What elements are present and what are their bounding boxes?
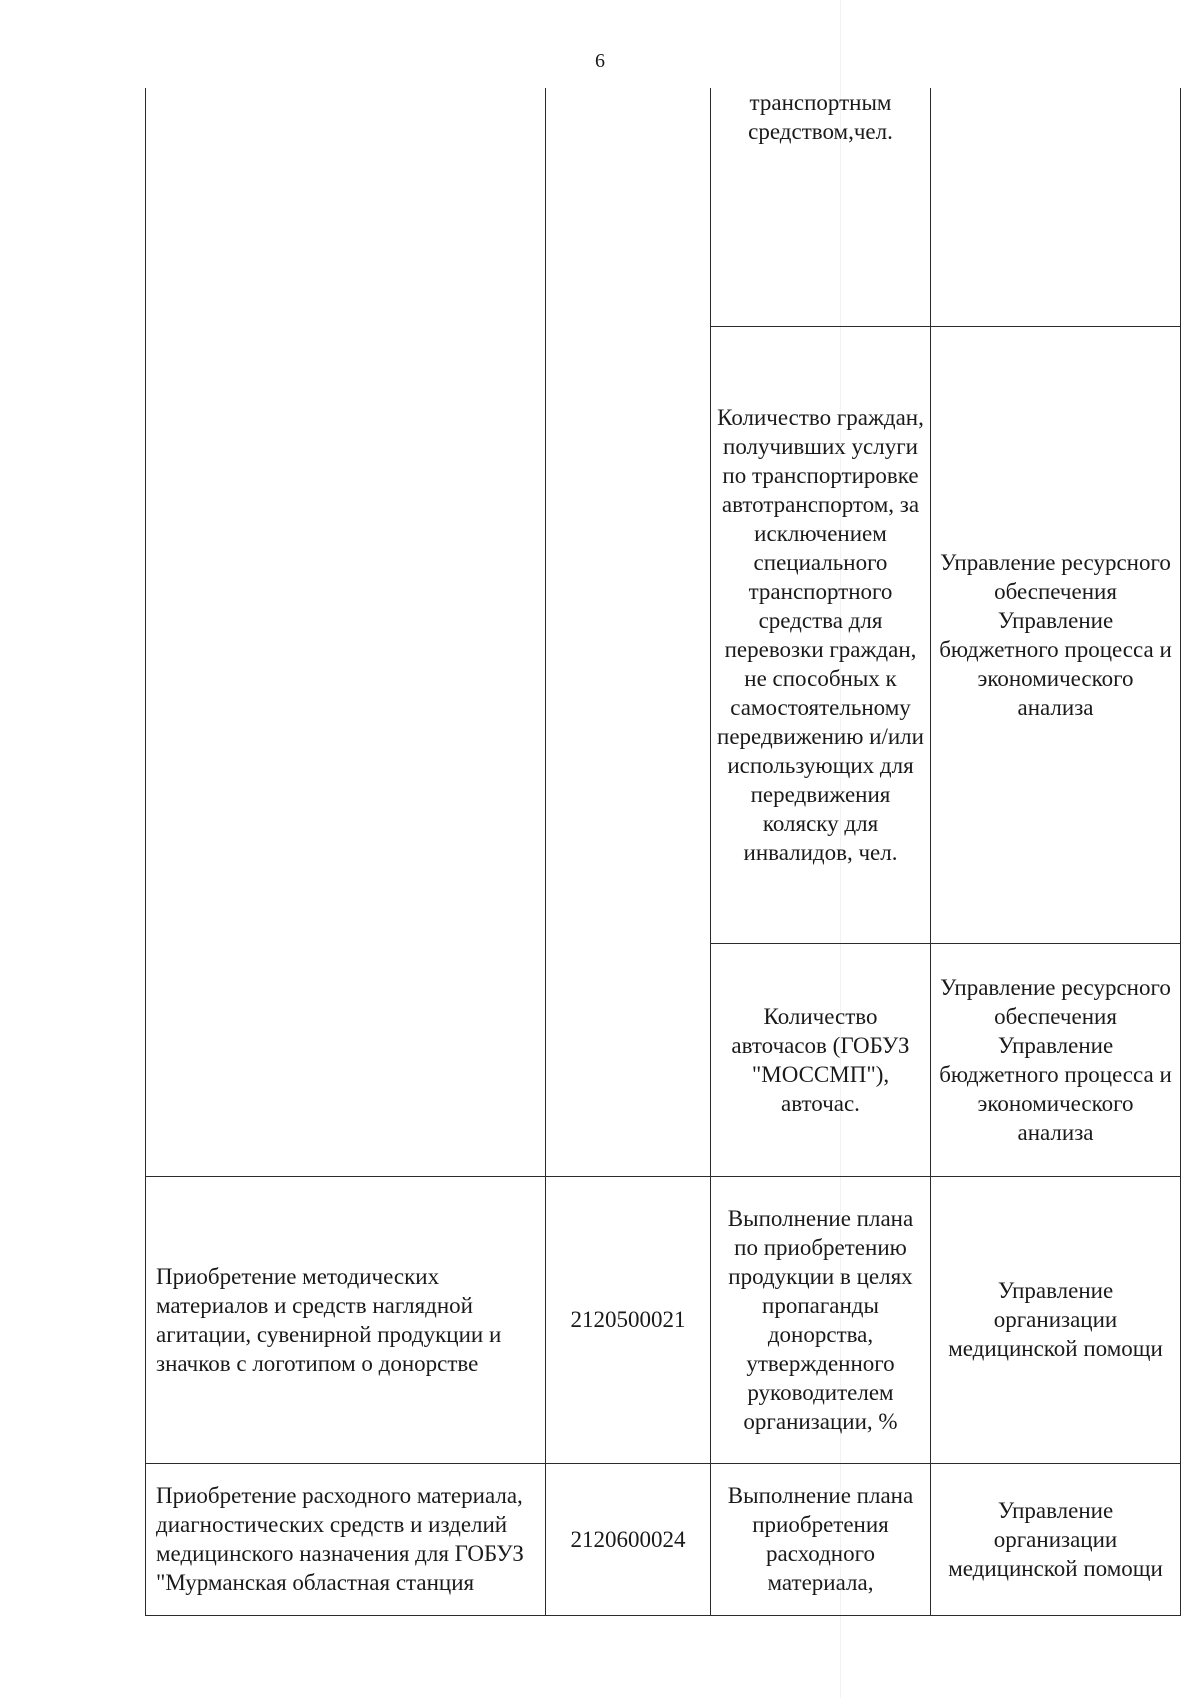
code-cell: 2120600024	[546, 1463, 711, 1615]
indicator-cell: Выполнение плана приобретения расходного материала,	[711, 1463, 931, 1615]
measure-cell	[146, 88, 546, 1176]
responsible-cell: Управление организации медицинской помощи	[931, 1463, 1181, 1615]
indicator-cell: транспортным средством,чел.	[711, 88, 931, 326]
page-number: 6	[595, 50, 605, 72]
indicator-cell: Количество граждан, получивших услуги по транспортировке автотранспортом, за исключением специального транспортного средства для перевозки граждан, не способных к самостоятельному передвижению и/или использующих для передвижения коляску для инвалидов, чел.	[711, 326, 931, 943]
measure-cell: Приобретение методических материалов и средств наглядной агитации, сувенирной продукции и значков с логотипом о донорстве	[146, 1176, 546, 1463]
code-cell: 2120500021	[546, 1176, 711, 1463]
indicator-cell: Количество авточасов (ГОБУЗ "МОССМП"), авточас.	[711, 943, 931, 1176]
code-cell	[546, 88, 711, 1176]
responsible-cell	[931, 88, 1181, 326]
measure-cell: Приобретение расходного материала, диагностических средств и изделий медицинского назначения для ГОБУЗ "Мурманская областная станция	[146, 1463, 546, 1615]
indicator-cell: Выполнение плана по приобретению продукции в целях пропаганды донорства, утвержденного руководителем организации, %	[711, 1176, 931, 1463]
table-row	[146, 1463, 1181, 1615]
responsible-cell: Управление ресурсного обеспечения Управление бюджетного процесса и экономического анализа	[931, 326, 1181, 943]
table-row	[146, 1176, 1181, 1463]
table-row	[146, 88, 1181, 326]
responsible-cell: Управление организации медицинской помощи	[931, 1176, 1181, 1463]
responsible-cell: Управление ресурсного обеспечения Управление бюджетного процесса и экономического анализа	[931, 943, 1181, 1176]
program-measures-table	[145, 88, 1181, 1616]
